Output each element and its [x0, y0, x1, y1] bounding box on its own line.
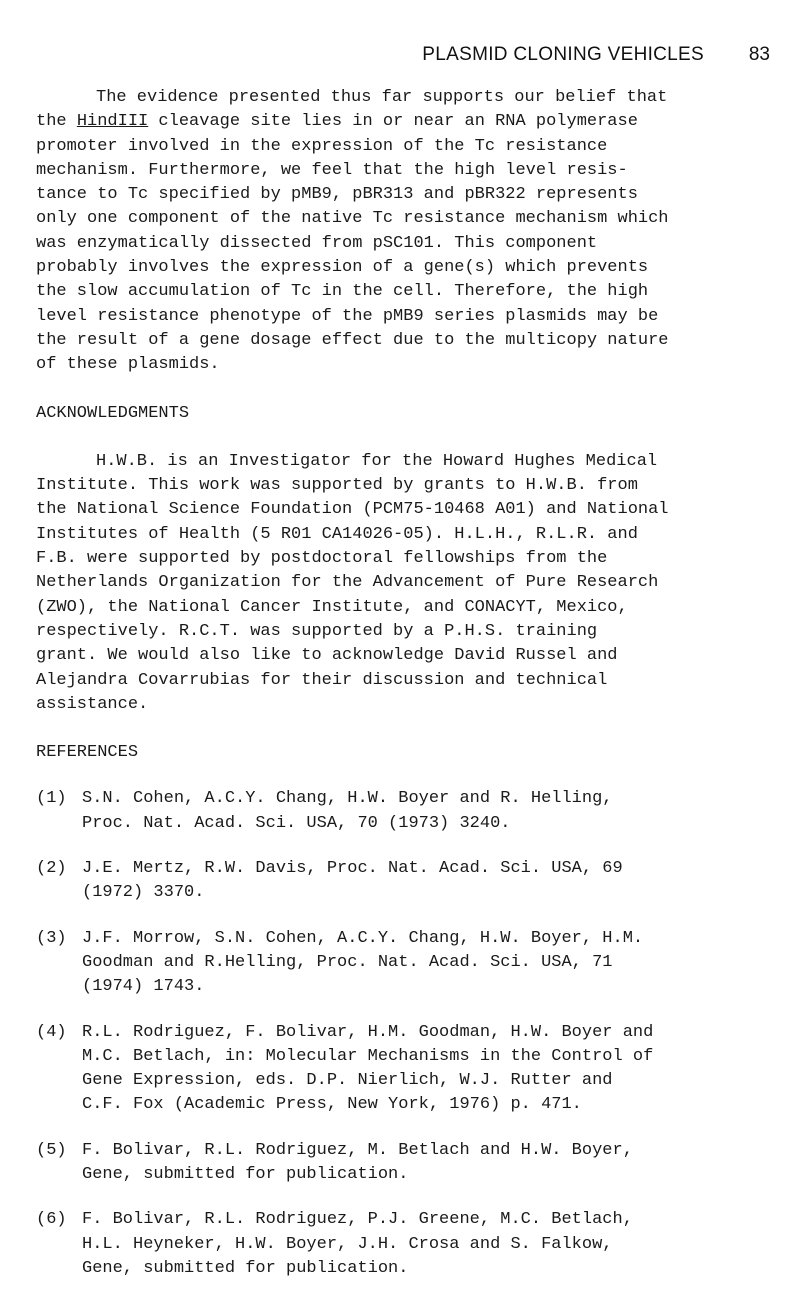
text-line: Netherlands Organization for the Advancement of Pure Research	[36, 573, 659, 593]
running-title: PLASMID CLONING VEHICLES	[422, 44, 704, 65]
text-line: The evidence presented thus far supports our belief that	[96, 88, 668, 107]
text-line: promoter involved in the expression of the Tc resistance	[36, 136, 608, 156]
text-line: F. Bolivar, R.L. Rodriguez, M. Betlach and H.W. Boyer,	[82, 1140, 633, 1160]
reference-number: (1)	[36, 789, 67, 809]
reference-number: (5)	[36, 1140, 67, 1160]
text-line: H.L. Heyneker, H.W. Boyer, J.H. Crosa and S. Falkow,	[82, 1234, 613, 1254]
reference-number: (2)	[36, 859, 67, 879]
page-number: 83	[748, 44, 770, 65]
text-line: Institutes of Health (5 R01 CA14026-05). H.L.H., R.L.R. and	[36, 524, 638, 544]
reference-number: (6)	[36, 1210, 67, 1230]
text-line: only one component of the native Tc resistance mechanism which	[36, 209, 669, 229]
text-line: J.F. Morrow, S.N. Cohen, A.C.Y. Chang, H.W. Boyer, H.M.	[82, 928, 644, 948]
reference-item	[36, 1208, 786, 1281]
reference-text	[82, 1208, 786, 1281]
reference-text	[82, 1139, 786, 1188]
text-line: (1974) 1743.	[82, 977, 205, 997]
text-line: the result of a gene dosage effect due to the multicopy nature	[36, 330, 669, 350]
reference-item	[36, 927, 786, 1000]
reference-text	[82, 927, 786, 1000]
text-line: (1972) 3370.	[82, 883, 205, 903]
text-line: F. Bolivar, R.L. Rodriguez, P.J. Greene, M.C. Betlach,	[82, 1210, 633, 1230]
text-line: grant. We would also like to acknowledge David Russel and	[36, 646, 618, 666]
text-line: S.N. Cohen, A.C.Y. Chang, H.W. Boyer and R. Helling,	[82, 789, 613, 809]
acknowledgments-heading: ACKNOWLEDGMENTS	[36, 403, 190, 423]
reference-text	[82, 787, 786, 836]
text-line: the HindIII cleavage site lies in or near an RNA polymerase	[36, 112, 638, 132]
acknowledgments-paragraph	[36, 450, 786, 717]
enzyme-name: HindIII	[76, 112, 149, 132]
text-line: level resistance phenotype of the pMB9 series plasmids may be	[36, 306, 659, 326]
text-line: mechanism. Furthermore, we feel that the high level resis-	[36, 160, 628, 180]
text-line: was enzymatically dissected from pSC101. This component	[36, 233, 598, 253]
text-line: assistance.	[36, 694, 149, 714]
reference-item	[36, 1139, 786, 1188]
text-line: Proc. Nat. Acad. Sci. USA, 70 (1973) 3240.	[82, 813, 511, 833]
reference-item	[36, 857, 786, 906]
text-line: (ZWO), the National Cancer Institute, and CONACYT, Mexico,	[36, 597, 628, 617]
text-line: H.W.B. is an Investigator for the Howard Hughes Medical	[96, 451, 658, 471]
reference-number: (4)	[36, 1022, 67, 1042]
reference-text	[82, 857, 786, 906]
text-line: Gene Expression, eds. D.P. Nierlich, W.J. Rutter and	[82, 1071, 613, 1091]
page-content	[36, 86, 786, 1302]
text-line: Gene, submitted for publication.	[82, 1258, 409, 1278]
text-line: Gene, submitted for publication.	[82, 1164, 409, 1184]
references-heading: REFERENCES	[36, 743, 139, 763]
text-line: F.B. were supported by postdoctoral fellowships from the	[36, 549, 608, 569]
reference-text	[82, 1021, 786, 1118]
text-line: Goodman and R.Helling, Proc. Nat. Acad. Sci. USA, 71	[82, 952, 613, 972]
page-header	[0, 44, 790, 74]
body-paragraph	[36, 86, 786, 378]
text-line: C.F. Fox (Academic Press, New York, 1976) p. 471.	[82, 1095, 582, 1115]
text-line: M.C. Betlach, in: Molecular Mechanisms in the Control of	[82, 1046, 654, 1066]
text-line: tance to Tc specified by pMB9, pBR313 and pBR322 represents	[36, 185, 638, 205]
reference-item	[36, 1021, 786, 1118]
text-line: of these plasmids.	[36, 355, 220, 375]
text-line: Alejandra Covarrubias for their discussion and technical	[36, 670, 608, 690]
text-line: probably involves the expression of a gene(s) which prevents	[36, 258, 649, 278]
reference-item	[36, 787, 786, 836]
reference-list	[36, 787, 786, 1281]
text-line: the slow accumulation of Tc in the cell. Therefore, the high	[36, 282, 649, 302]
reference-number: (3)	[36, 928, 67, 948]
text-line: Institute. This work was supported by grants to H.W.B. from	[36, 476, 638, 496]
text-line: R.L. Rodriguez, F. Bolivar, H.M. Goodman, H.W. Boyer and	[82, 1022, 654, 1042]
text-line: respectively. R.C.T. was supported by a P.H.S. training	[36, 621, 598, 641]
text-line: the National Science Foundation (PCM75-10468 A01) and National	[36, 500, 669, 520]
text-line: J.E. Mertz, R.W. Davis, Proc. Nat. Acad. Sci. USA, 69	[82, 859, 623, 879]
